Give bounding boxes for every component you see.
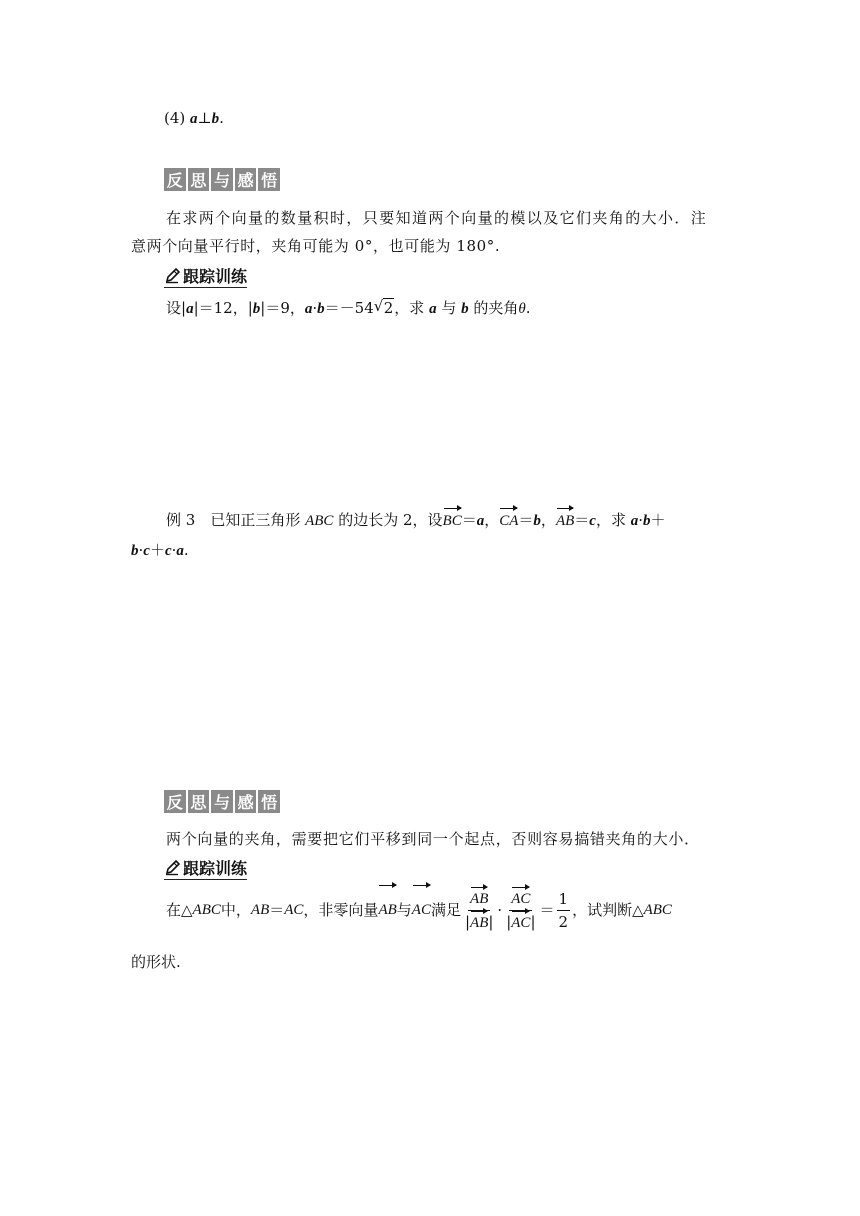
reflection-text-line-2: 意两个向量平行时，夹角可能为 0°，也可能为 180°.	[131, 237, 501, 255]
badge-char: 悟	[258, 790, 280, 813]
reflection-badge	[164, 168, 280, 191]
badge-char: 思	[188, 168, 210, 191]
tracking-exercise-heading	[164, 264, 247, 288]
reflection-text-line-1: 在求两个向量的数量积时，只要知道两个向量的模以及它们夹角的大小．注	[166, 209, 708, 227]
vector-ca: CA	[499, 513, 519, 529]
sqrt-symbol: √ 2	[374, 298, 395, 318]
badge-char: 悟	[258, 168, 280, 191]
fraction-ac-over-norm: $\frac{AC}{|AC|}$	[506, 890, 536, 931]
fraction-one-half: $\frac{1}{2}$	[558, 889, 569, 931]
example-3-line-1: 例 3 已知正三角形 ABC 的边长为 2，设BC＝a，CA＝b，AB＝c，求 a·b＋	[166, 511, 666, 529]
pencil-icon	[164, 859, 181, 876]
badge-char: 反	[164, 168, 186, 191]
example-3-line-2: b·c＋c·a.	[131, 541, 189, 559]
badge-char: 与	[211, 168, 233, 191]
vector-ab: AB	[378, 888, 396, 932]
fraction-ab-over-norm: $\frac{AB}{|AB|}$	[464, 890, 494, 931]
tracking-exercise-heading	[164, 856, 247, 880]
tracking-exercise-2-line-2: 的形状.	[131, 953, 181, 971]
badge-char: 与	[211, 790, 233, 813]
example-label: 例 3	[166, 511, 196, 529]
badge-char: 反	[164, 790, 186, 813]
vector-bc: BC	[442, 513, 462, 529]
vector-ac: AC	[412, 888, 431, 932]
tracking-title: 跟踪训练	[183, 858, 248, 878]
badge-char: 感	[235, 168, 257, 191]
badge-char: 感	[235, 790, 257, 813]
badge-char: 思	[188, 790, 210, 813]
reflection-badge	[164, 790, 280, 813]
tracking-title: 跟踪训练	[183, 266, 248, 286]
tracking-exercise-2-line-1: 在△ ABC 中， AB ＝ AC ，非零向量 AB 与 AC 满足 $\frac{AB}{|AB|}$ · $\frac{AC}{|AC|}$ ＝ $\frac{1}{2}$ ，试判断△ ABC	[166, 889, 672, 931]
tracking-exercise-1-text: 设|a|＝12，|b|＝9，a·b＝－54√ 2，求 a 与 b 的夹角θ.	[166, 298, 531, 319]
pencil-icon	[164, 267, 181, 284]
vector-ab: AB	[555, 513, 575, 529]
item-4: (4) a⊥b.	[164, 109, 224, 127]
reflection-2-text: 两个向量的夹角，需要把它们平移到同一个起点，否则容易搞错夹角的大小．	[166, 830, 700, 848]
